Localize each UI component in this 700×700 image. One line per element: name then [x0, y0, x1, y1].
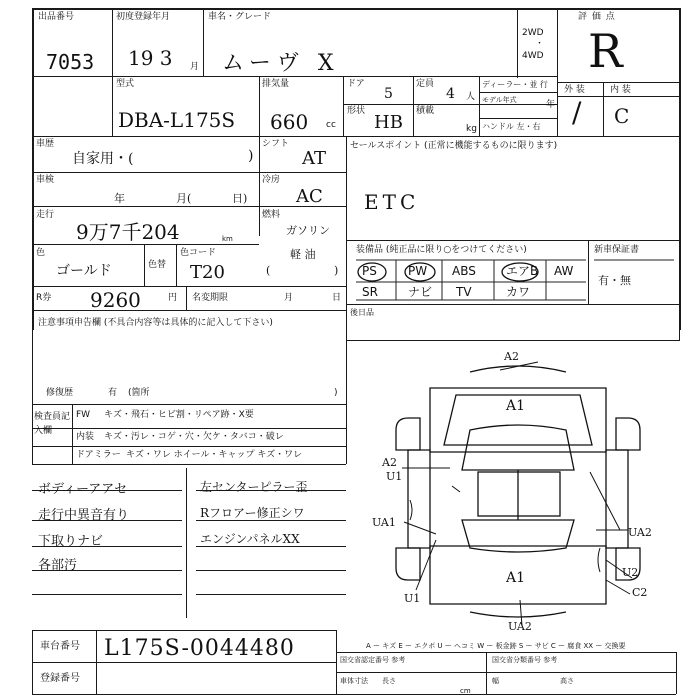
color-value: ゴールド — [56, 263, 112, 279]
checker-interior-key: 内装 — [76, 432, 95, 442]
model-year-label: モデル年式 — [482, 96, 517, 104]
mileage-unit: km — [222, 235, 233, 243]
handle-label: ハンドル 左・右 — [482, 122, 541, 131]
damage-legend: A ー キズ E ー エクボ U ー ヘコミ W ー 板金跡 S ー サビ C ー 腐食 XX ー 交換要 — [366, 642, 626, 650]
dealer-label: ディーラー・並 行 — [482, 80, 548, 89]
model-year-unit: 年 — [546, 100, 556, 110]
color-change-label: 色替 — [148, 260, 167, 270]
name-change-day: 日 — [332, 293, 342, 303]
displacement-label: 排気量 — [262, 79, 290, 89]
sales-point-label: セールスポイント (正常に機能するものに限ります) — [350, 141, 558, 151]
remark-left-1: ボディーアアセ — [38, 482, 128, 497]
model-type-label: 型式 — [116, 79, 135, 89]
fuel-diesel: 軽 油 — [290, 248, 316, 261]
shape-value: HB — [374, 112, 403, 133]
color-code-label: 色コード — [180, 248, 217, 258]
width-label: 幅 — [492, 677, 499, 685]
checker-label: 検査員記入欄 — [34, 412, 71, 436]
checker-interior-text: キズ・汚レ・コゲ・穴・欠ケ・タバコ・破レ — [104, 432, 284, 442]
equip-navi: ナビ — [408, 285, 433, 299]
remark-right-3: エンジンパネルXX — [200, 532, 300, 546]
warranty-label: 新車保証書 — [594, 245, 640, 255]
equip-aw: AW — [554, 264, 574, 278]
repair-history-have: 有 — [108, 388, 118, 398]
equip-tv: TV — [456, 285, 472, 299]
mark-ua2-rear: UA2 — [508, 620, 532, 633]
length-label: 長さ — [382, 677, 396, 685]
chassis-number-label: 車台番号 — [40, 641, 80, 652]
equip-pw: PW — [408, 264, 428, 278]
repair-history-place: (箇所 — [128, 388, 150, 398]
fuel-label: 燃料 — [262, 210, 281, 220]
drive-2wd: 2WD — [522, 28, 544, 38]
registration-number-label: 登録番号 — [40, 673, 80, 684]
remark-right-1: 左センターピラー歪 — [200, 480, 308, 494]
mlit-class-number-label: 国交省分類番号 参考 — [492, 656, 558, 664]
recycle-unit: 円 — [168, 293, 178, 303]
first-registration-label: 初度登録年月 — [116, 12, 171, 22]
first-registration-unit: 月 — [190, 62, 200, 72]
shift-label: シフト — [262, 139, 290, 149]
fuel-paren-open: ( — [266, 264, 271, 277]
interior-grade: C — [614, 104, 630, 128]
chassis-number-value: L175S-0044480 — [104, 636, 295, 661]
sales-point-value: ETC — [364, 190, 420, 214]
fuel-gasoline: ガソリン — [286, 224, 330, 237]
body-size-label: 車体寸法 — [340, 677, 368, 685]
mileage-value: 9万7千204 — [76, 220, 180, 244]
equipment-label: 装備品 (純正品に限り○をつけてください) — [356, 245, 527, 255]
history-value: 自家用・( — [72, 151, 134, 167]
equip-abs: ABS — [452, 264, 476, 278]
checker-mirror-text: キズ・ワレ ホイール・キャップ キズ・ワレ — [126, 450, 303, 460]
height-label: 高さ — [560, 677, 574, 685]
capacity-value: 4 — [446, 86, 455, 102]
remark-left-2: 走行中異音有り — [38, 508, 130, 523]
shift-value: AT — [302, 148, 327, 169]
shape-label: 形状 — [347, 106, 366, 116]
recycle-value: 9260 — [90, 288, 141, 312]
checker-mirror-key: ドアミラー — [76, 450, 121, 460]
mlit-cert-number-label: 国交省認定番号 参考 — [340, 656, 406, 664]
ac-label: 冷房 — [262, 175, 281, 185]
lot-number: 7053 — [46, 50, 95, 74]
displacement-value: 660 — [270, 110, 309, 134]
mark-u1-rear: U1 — [404, 592, 421, 605]
drive-dot: ・ — [535, 39, 545, 49]
load-unit: kg — [466, 124, 477, 134]
remark-left-3: 下取りナビ — [38, 534, 104, 549]
inspection-year: 年 — [114, 192, 125, 205]
remark-left-4: 各部汚 — [38, 558, 78, 573]
mark-c2-right: C2 — [632, 586, 648, 599]
car-left-side — [408, 450, 430, 548]
after-items-label: 後日品 — [350, 308, 374, 317]
lot-number-label: 出品番号 — [38, 12, 75, 22]
score-label: 評 価 点 — [578, 12, 616, 22]
car-roof-line — [470, 366, 566, 372]
mark-ua2-right: UA2 — [628, 526, 652, 539]
ac-value: AC — [296, 186, 323, 207]
notes-label: 注意事項申告欄 (不具合内容等は具体的に記入して下さい) — [38, 318, 273, 328]
color-label: 色 — [36, 248, 46, 258]
mileage-label: 走行 — [36, 210, 55, 220]
checker-fw-text: キズ・飛石・ヒビ割・リペア跡・X要 — [104, 410, 254, 420]
repair-history-label: 修復歴 — [46, 388, 74, 398]
load-label: 積載 — [416, 106, 435, 116]
mark-a2-left: A2 — [382, 456, 397, 469]
displacement-unit: cc — [326, 120, 336, 130]
exterior-grade: / — [572, 96, 582, 129]
recycle-label: R券 — [36, 293, 52, 303]
fuel-paren-close: ) — [334, 264, 339, 277]
mark-a1-rear: A1 — [506, 570, 526, 586]
score-value: R — [588, 24, 623, 78]
name-change-month: 月 — [284, 293, 294, 303]
car-cabin — [462, 425, 574, 470]
warranty-value: 有・無 — [598, 274, 631, 287]
repair-history-close: ) — [334, 388, 338, 398]
mark-a2-top: A2 — [504, 350, 519, 363]
mark-ua1-left: UA1 — [372, 516, 396, 529]
capacity-unit: 人 — [466, 92, 476, 102]
equip-leather: カワ — [506, 285, 531, 299]
mark-u2-right: U2 — [622, 566, 639, 579]
mark-a1-hood: A1 — [506, 398, 526, 414]
length-unit: cm — [460, 687, 471, 695]
car-name-label: 車名・グレード — [208, 12, 272, 22]
equip-sr: SR — [362, 285, 378, 299]
name-change-expiry-label: 名変期限 — [192, 293, 229, 303]
checker-fw-key: FW — [76, 410, 91, 420]
remark-right-2: Rフロアー修正シワ — [200, 506, 305, 520]
capacity-label: 定員 — [416, 79, 435, 89]
color-code-value: T20 — [190, 262, 225, 283]
equip-ps: PS — [362, 264, 377, 278]
drive-4wd: 4WD — [522, 51, 544, 61]
first-registration-value: 19 3 — [128, 46, 173, 70]
interior-label: 内 装 — [610, 85, 631, 95]
door-label: ドア — [347, 79, 365, 89]
model-type-value: DBA-L175S — [118, 108, 236, 132]
history-close: ) — [248, 148, 254, 164]
equip-airbag: エアB — [506, 264, 539, 278]
inspection-day: 日) — [232, 192, 248, 205]
car-name-value: ムーヴ X — [222, 51, 340, 76]
car-right-side — [606, 450, 628, 548]
exterior-label: 外 装 — [564, 85, 585, 95]
history-label: 車歴 — [36, 139, 55, 149]
inspection-label: 車検 — [36, 175, 55, 185]
inspection-month: 月( — [176, 192, 192, 205]
mark-u1-left: U1 — [386, 470, 403, 483]
door-value: 5 — [384, 86, 393, 102]
